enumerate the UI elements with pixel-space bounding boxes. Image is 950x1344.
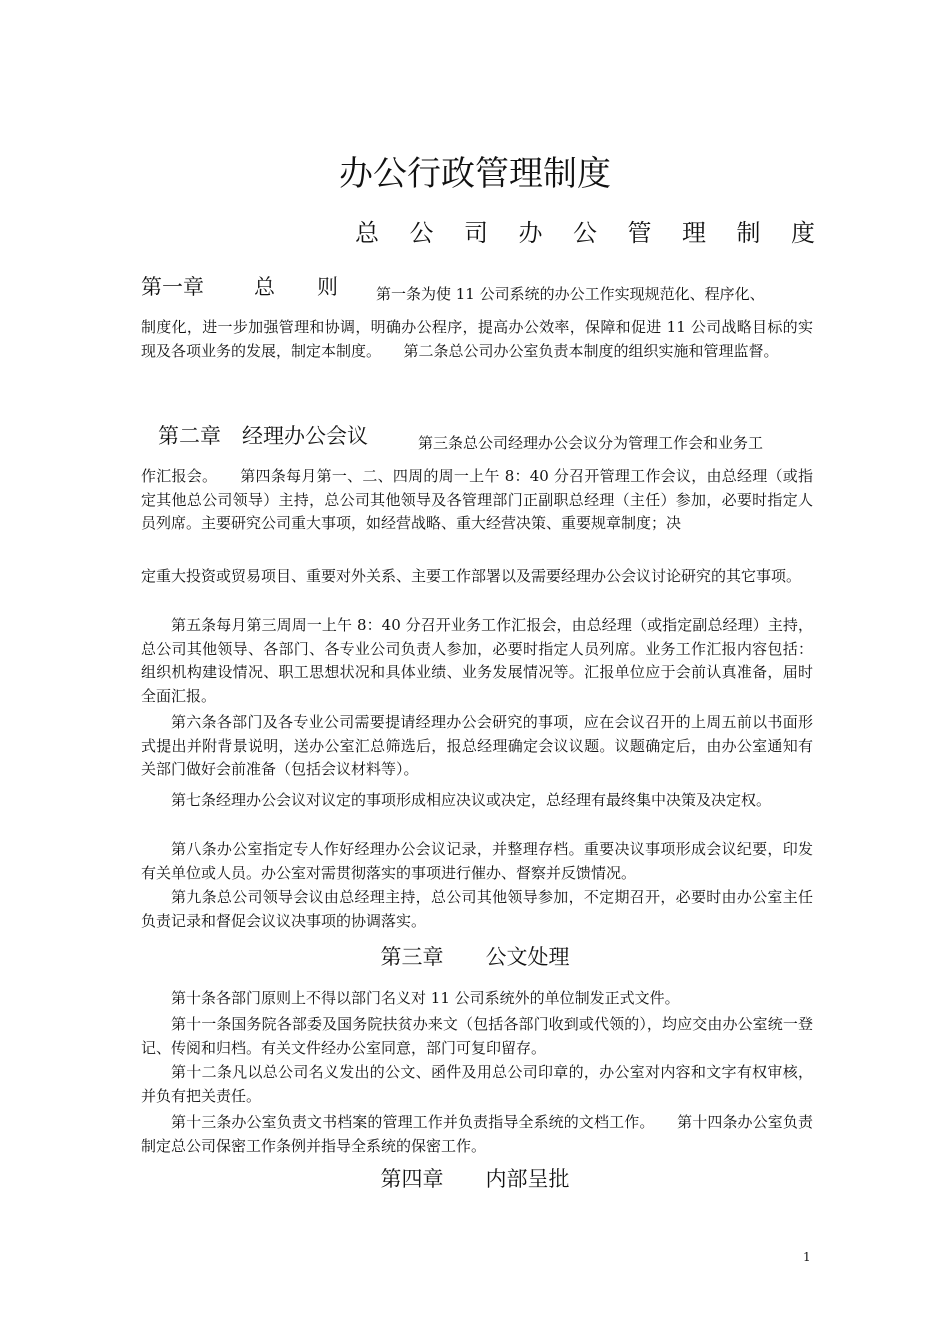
subtitle-char: 司 — [464, 219, 488, 247]
article-13-14: 第十三条办公室负责文书档案的管理工作并负责指导全系统的文档工作。 第十四条办公室负责制定总公司保密工作条例并指导全系统的保密工作。 — [141, 1113, 813, 1155]
chapter-3-heading: 第三章 公文处理 — [380, 945, 570, 969]
subtitle-char: 制 — [736, 219, 761, 247]
article-6: 第六条各部门及各专业公司需要提请经理办公会研究的事项，应在会议召开的上周五前以书面形式提出并附背景说明，送办公室汇总筛选后，报总经理确定会议议题。议题确定后，由办公室通知有关部门做好会前准备（包括会议材料等）。 — [141, 713, 813, 778]
subtitle-char: 公 — [573, 219, 597, 247]
page-number: 1 — [803, 1250, 811, 1264]
article-10: 第十条各部门原则上不得以部门名义对 11 公司系统外的单位制发正式文件。 — [171, 989, 680, 1007]
chapter-2-heading: 第二章 经理办公会议 — [158, 424, 368, 448]
subtitle-char: 理 — [682, 219, 706, 247]
subtitle-char: 办 — [518, 219, 543, 247]
chapter-2-body-a: 作汇报会。 第四条每月第一、二、四周的周一上午 8：40 分召开管理工作会议，由总经理（或指定其他总公司领导）主持，总公司其他领导及各管理部门正副职总经理（主任）参加，必要时指定人员列席。主要研究公司重大事项，如经营战略、重大经营决策、重要规章制度；决 — [141, 467, 813, 532]
article-3-head: 第三条总公司经理办公会议分为管理工作会和业务工 — [418, 434, 764, 452]
article-5: 第五条每月第三周周一上午 8：40 分召开业务工作汇报会，由总经理（或指定副总经理）主持，总公司其他领导、各部门、各专业公司负责人参加，必要时指定人员列席。业务工作汇报内容包括：组织机构建设情况、职工思想状况和具体业绩、业务发展情况等。汇报单位应于会前认真准备，届时全面汇报。 — [141, 616, 813, 705]
subtitle-char: 度 — [791, 219, 815, 247]
subtitle-char: 管 — [627, 219, 652, 247]
chapter-4-heading: 第四章 内部呈批 — [380, 1167, 570, 1191]
document-subtitle — [355, 216, 815, 250]
chapter-2-body-b: 定重大投资或贸易项目、重要对外关系、主要工作部署以及需要经理办公会议讨论研究的其它事项。 — [141, 567, 802, 585]
chapter-1-heading-b: 总 — [254, 275, 275, 299]
subtitle-char: 总 — [355, 219, 379, 247]
chapter-1-heading-a: 第一章 — [141, 275, 204, 299]
article-9: 第九条总公司领导会议由总经理主持，总公司其他领导参加，不定期召开，必要时由办公室主任负责记录和督促会议议决事项的协调落实。 — [141, 888, 813, 930]
article-8: 第八条办公室指定专人作好经理办公会议记录，并整理存档。重要决议事项形成会议纪要，印发有关单位或人员。办公室对需贯彻落实的事项进行催办、督察并反馈情况。 — [141, 840, 813, 882]
article-1-head: 第一条为使 11 公司系统的办公工作实现规范化、程序化、 — [376, 285, 765, 303]
document-title: 办公行政管理制度 — [339, 154, 611, 194]
chapter-1-heading-c: 则 — [317, 275, 338, 299]
article-7: 第七条经理办公会议对议定的事项形成相应决议或决定，总经理有最终集中决策及决定权。 — [171, 791, 772, 809]
article-11: 第十一条国务院各部委及国务院扶贫办来文（包括各部门收到或代领的），均应交由办公室统一登记、传阅和归档。有关文件经办公室同意，部门可复印留存。 — [141, 1015, 813, 1057]
chapter-1-body: 制度化，进一步加强管理和协调，明确办公程序，提高办公效率，保障和促进 11 公司战略目标的实现及各项业务的发展，制定本制度。 第二条总公司办公室负责本制度的组织实施和管理监督。 — [141, 318, 813, 360]
article-12: 第十二条凡以总公司名义发出的公文、函件及用总公司印章的，办公室对内容和文字有权审核，并负有把关责任。 — [141, 1063, 813, 1105]
subtitle-char: 公 — [409, 219, 434, 247]
